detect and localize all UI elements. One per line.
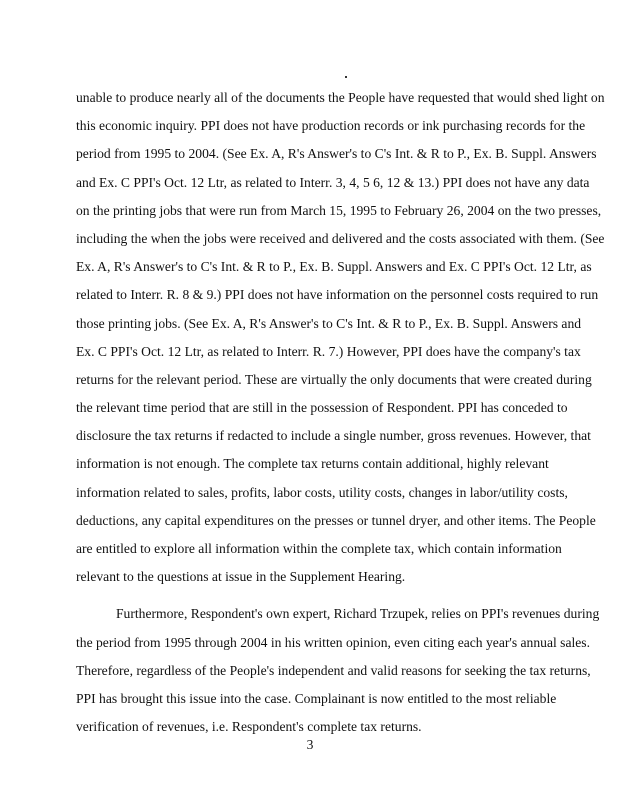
paragraph-line: on the printing jobs that were run from March 15, 1995 to February 26, 2004 on the two presses, xyxy=(76,202,602,218)
paragraph-line: the period from 1995 through 2004 in his written opinion, even citing each year's annual sales. xyxy=(76,634,590,650)
paragraph-line: disclosure the tax returns if redacted to include a single number, gross revenues. However, that xyxy=(76,428,591,444)
body-text xyxy=(76,84,605,741)
paragraph-line: PPI has brought this issue into the case. Complainant is now entitled to the most reliable xyxy=(76,690,557,706)
paragraph-line: Furthermore, Respondent's own expert, Richard Trzupek, relies on PPI's revenues during xyxy=(116,606,600,622)
paragraph-gap xyxy=(76,591,546,600)
paragraph-line: returns for the relevant period. These are virtually the only documents that were created during xyxy=(76,371,592,387)
paragraph-line: this economic inquiry. PPI does not have production records or ink purchasing records for the xyxy=(76,118,586,134)
paragraph-line: related to Interr. R. 8 & 9.) PPI does not have information on the personnel costs required to run xyxy=(76,287,599,303)
paragraph-line: relevant to the questions at issue in the Supplement Hearing. xyxy=(76,569,406,585)
paragraph-line: information is not enough. The complete tax returns contain additional, highly relevant xyxy=(76,456,549,472)
paragraph-line: the relevant time period that are still in the possession of Respondent. PPI has conceded to xyxy=(76,400,568,416)
paragraph-line: unable to produce nearly all of the documents the People have requested that would shed light on xyxy=(76,90,605,105)
paragraph-1 xyxy=(76,84,605,591)
paragraph-2 xyxy=(76,600,600,741)
paragraph-line: and Ex. C PPI's Oct. 12 Ltr, as related to Interr. 3, 4, 5 6, 12 & 13.) PPI does not have any data xyxy=(76,174,590,190)
paragraph-line: those printing jobs. (See Ex. A, R's Answer's to C's Int. & R to P., Ex. B. Suppl. Answers and xyxy=(76,315,582,331)
paragraph-line: Ex. C PPI's Oct. 12 Ltr, as related to Interr. R. 7.) However, PPI does have the company's tax xyxy=(76,343,581,359)
paragraph-line: Therefore, regardless of the People's independent and valid reasons for seeking the tax returns, xyxy=(76,662,591,678)
paragraph-line: period from 1995 to 2004. (See Ex. A, R's Answer's to C's Int. & R to P., Ex. B. Suppl. Answers xyxy=(76,146,597,162)
page-number: 3 xyxy=(306,737,314,752)
paragraph-line: information related to sales, profits, labor costs, utility costs, changes in labor/utility costs, xyxy=(76,484,568,500)
paragraph-line: including the when the jobs were received and delivered and the costs associated with them. (See xyxy=(76,230,605,246)
paragraph-line: verification of revenues, i.e. Respondent's complete tax returns. xyxy=(76,719,422,735)
paragraph-line: Ex. A, R's Answer's to C's Int. & R to P., Ex. B. Suppl. Answers and Ex. C PPI's Oct. 12 Ltr, as xyxy=(76,259,592,275)
scan-speck xyxy=(345,76,347,78)
paragraph-line: are entitled to explore all information within the complete tax, which contain information xyxy=(76,541,562,556)
paragraph-line: deductions, any capital expenditures on the presses or tunnel dryer, and other items. The People xyxy=(76,512,596,528)
